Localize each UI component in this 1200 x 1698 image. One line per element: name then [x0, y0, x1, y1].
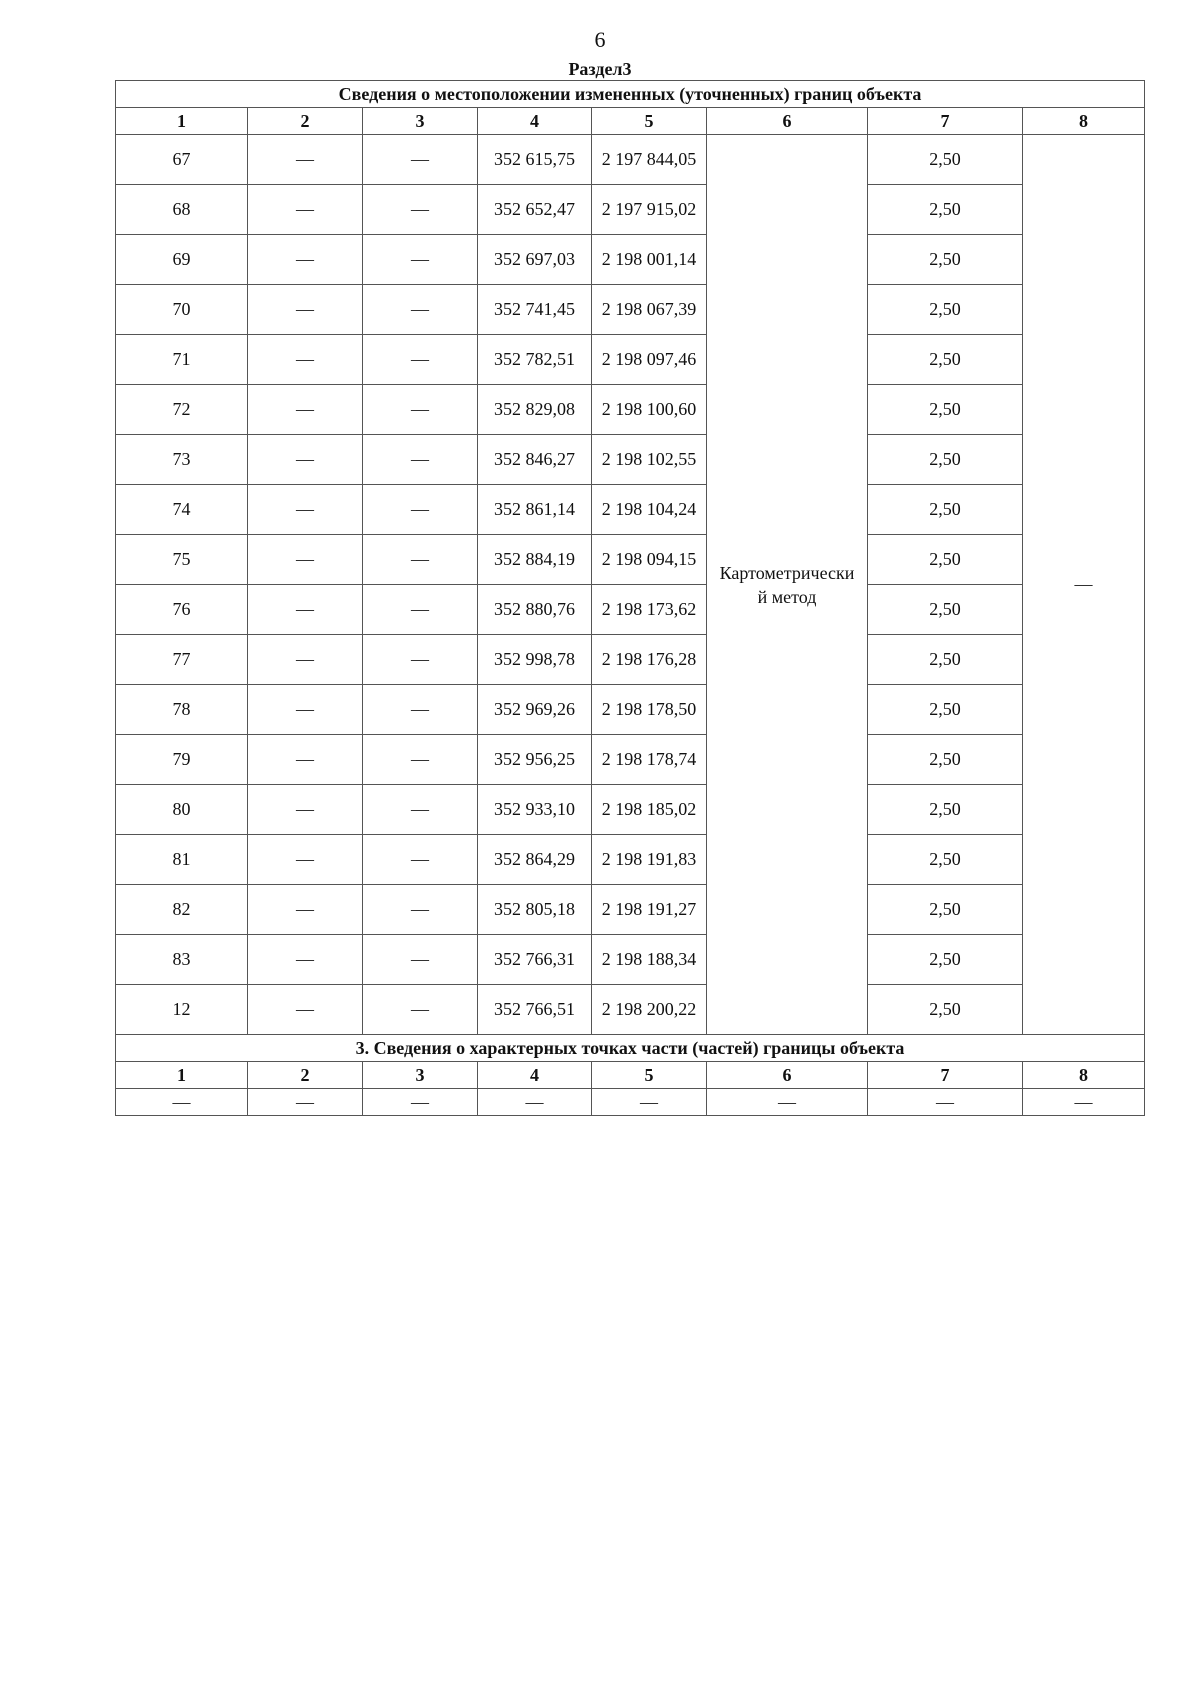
- table2-cell: —: [592, 1089, 707, 1116]
- coord-x-cell: 352 697,03: [478, 235, 592, 285]
- coord-y-cell: 2 198 097,46: [592, 335, 707, 385]
- col2-cell: —: [248, 235, 363, 285]
- col3-cell: —: [363, 435, 478, 485]
- col2-cell: —: [248, 535, 363, 585]
- table1-column-header: 8: [1023, 108, 1145, 135]
- accuracy-cell: 2,50: [868, 435, 1023, 485]
- col3-cell: —: [363, 335, 478, 385]
- accuracy-cell: 2,50: [868, 135, 1023, 185]
- coord-y-cell: 2 198 178,50: [592, 685, 707, 735]
- table2-column-header: 1: [116, 1062, 248, 1089]
- col3-cell: —: [363, 585, 478, 635]
- coord-x-cell: 352 615,75: [478, 135, 592, 185]
- table-row: [116, 135, 1145, 185]
- coord-x-cell: 352 782,51: [478, 335, 592, 385]
- col2-cell: —: [248, 735, 363, 785]
- table2-column-header: 3: [363, 1062, 478, 1089]
- coord-x-cell: 352 741,45: [478, 285, 592, 335]
- table1-column-header: 5: [592, 108, 707, 135]
- accuracy-cell: 2,50: [868, 985, 1023, 1035]
- coord-x-cell: 352 864,29: [478, 835, 592, 885]
- table2-cell: —: [363, 1089, 478, 1116]
- coord-y-cell: 2 198 100,60: [592, 385, 707, 435]
- accuracy-cell: 2,50: [868, 785, 1023, 835]
- coord-x-cell: 352 880,76: [478, 585, 592, 635]
- coord-y-cell: 2 198 191,83: [592, 835, 707, 885]
- table-row: [116, 635, 1145, 685]
- table1-header-row: [116, 108, 1145, 135]
- col3-cell: —: [363, 135, 478, 185]
- table-row: [116, 585, 1145, 635]
- col8-cell: —: [1023, 135, 1145, 1035]
- accuracy-cell: 2,50: [868, 835, 1023, 885]
- table1-column-header: 3: [363, 108, 478, 135]
- coord-x-cell: 352 652,47: [478, 185, 592, 235]
- accuracy-cell: 2,50: [868, 585, 1023, 635]
- coord-y-cell: 2 198 178,74: [592, 735, 707, 785]
- table1-column-header: 2: [248, 108, 363, 135]
- table2-cell: —: [248, 1089, 363, 1116]
- coord-y-cell: 2 198 001,14: [592, 235, 707, 285]
- col3-cell: —: [363, 635, 478, 685]
- col2-cell: —: [248, 285, 363, 335]
- table1-column-header: 4: [478, 108, 592, 135]
- coord-y-cell: 2 197 915,02: [592, 185, 707, 235]
- col2-cell: —: [248, 835, 363, 885]
- coord-y-cell: 2 198 094,15: [592, 535, 707, 585]
- point-number-cell: 67: [116, 135, 248, 185]
- point-number-cell: 79: [116, 735, 248, 785]
- table2-column-header: 6: [707, 1062, 868, 1089]
- table-row: [116, 435, 1145, 485]
- coord-x-cell: 352 805,18: [478, 885, 592, 935]
- col2-cell: —: [248, 635, 363, 685]
- col3-cell: —: [363, 185, 478, 235]
- coord-y-cell: 2 198 104,24: [592, 485, 707, 535]
- accuracy-cell: 2,50: [868, 935, 1023, 985]
- coord-y-cell: 2 197 844,05: [592, 135, 707, 185]
- table2-cell: —: [1023, 1089, 1145, 1116]
- accuracy-cell: 2,50: [868, 235, 1023, 285]
- accuracy-cell: 2,50: [868, 635, 1023, 685]
- col3-cell: —: [363, 985, 478, 1035]
- coordinates-table: [115, 80, 1145, 1116]
- coord-x-cell: 352 969,26: [478, 685, 592, 735]
- col2-cell: —: [248, 485, 363, 535]
- point-number-cell: 75: [116, 535, 248, 585]
- coord-y-cell: 2 198 102,55: [592, 435, 707, 485]
- coord-x-cell: 352 766,51: [478, 985, 592, 1035]
- table-row: [116, 335, 1145, 385]
- accuracy-cell: 2,50: [868, 285, 1023, 335]
- table1-column-header: 6: [707, 108, 868, 135]
- table2-column-header: 5: [592, 1062, 707, 1089]
- point-number-cell: 81: [116, 835, 248, 885]
- col3-cell: —: [363, 285, 478, 335]
- accuracy-cell: 2,50: [868, 735, 1023, 785]
- col2-cell: —: [248, 135, 363, 185]
- col2-cell: —: [248, 185, 363, 235]
- coord-x-cell: 352 829,08: [478, 385, 592, 435]
- coord-x-cell: 352 998,78: [478, 635, 592, 685]
- coord-x-cell: 352 846,27: [478, 435, 592, 485]
- point-number-cell: 69: [116, 235, 248, 285]
- coord-y-cell: 2 198 200,22: [592, 985, 707, 1035]
- method-cell: [707, 135, 868, 1035]
- coord-y-cell: 2 198 173,62: [592, 585, 707, 635]
- table2-column-header: 4: [478, 1062, 592, 1089]
- section-label: Раздел3: [568, 59, 632, 79]
- table2-cell: —: [478, 1089, 592, 1116]
- coord-x-cell: 352 933,10: [478, 785, 592, 835]
- table2-header-row: [116, 1062, 1145, 1089]
- col3-cell: —: [363, 485, 478, 535]
- table-row: [116, 885, 1145, 935]
- point-number-cell: 72: [116, 385, 248, 435]
- col2-cell: —: [248, 935, 363, 985]
- col3-cell: —: [363, 735, 478, 785]
- table1-column-header: 7: [868, 108, 1023, 135]
- method-line-2: й метод: [757, 586, 817, 607]
- table2-column-header: 2: [248, 1062, 363, 1089]
- col2-cell: —: [248, 435, 363, 485]
- coord-x-cell: 352 956,25: [478, 735, 592, 785]
- col2-cell: —: [248, 335, 363, 385]
- point-number-cell: 68: [116, 185, 248, 235]
- point-number-cell: 78: [116, 685, 248, 735]
- accuracy-cell: 2,50: [868, 385, 1023, 435]
- coord-x-cell: 352 884,19: [478, 535, 592, 585]
- coord-y-cell: 2 198 067,39: [592, 285, 707, 335]
- table2-column-header: 7: [868, 1062, 1023, 1089]
- col2-cell: —: [248, 785, 363, 835]
- accuracy-cell: 2,50: [868, 535, 1023, 585]
- coord-y-cell: 2 198 188,34: [592, 935, 707, 985]
- table-row: [116, 185, 1145, 235]
- table1-caption: Сведения о местоположении измененных (уточненных) границ объекта: [116, 81, 1145, 108]
- col3-cell: —: [363, 385, 478, 435]
- point-number-cell: 83: [116, 935, 248, 985]
- col3-cell: —: [363, 685, 478, 735]
- col2-cell: —: [248, 685, 363, 735]
- col2-cell: —: [248, 585, 363, 635]
- table-row: [116, 985, 1145, 1035]
- table-row: [116, 935, 1145, 985]
- col3-cell: —: [363, 785, 478, 835]
- coord-y-cell: 2 198 191,27: [592, 885, 707, 935]
- table-row: [116, 685, 1145, 735]
- point-number-cell: 12: [116, 985, 248, 1035]
- table1-column-header: 1: [116, 108, 248, 135]
- table-row: [116, 835, 1145, 885]
- coord-y-cell: 2 198 185,02: [592, 785, 707, 835]
- table-row: [116, 735, 1145, 785]
- point-number-cell: 73: [116, 435, 248, 485]
- table2-cell: —: [707, 1089, 868, 1116]
- accuracy-cell: 2,50: [868, 485, 1023, 535]
- table-row: [116, 1089, 1145, 1116]
- table2-cell: —: [868, 1089, 1023, 1116]
- coord-x-cell: 352 861,14: [478, 485, 592, 535]
- point-number-cell: 82: [116, 885, 248, 935]
- table-row: [116, 535, 1145, 585]
- col3-cell: —: [363, 835, 478, 885]
- point-number-cell: 71: [116, 335, 248, 385]
- col3-cell: —: [363, 935, 478, 985]
- coord-x-cell: 352 766,31: [478, 935, 592, 985]
- point-number-cell: 76: [116, 585, 248, 635]
- accuracy-cell: 2,50: [868, 335, 1023, 385]
- col2-cell: —: [248, 385, 363, 435]
- point-number-cell: 70: [116, 285, 248, 335]
- col2-cell: —: [248, 885, 363, 935]
- col3-cell: —: [363, 235, 478, 285]
- page-number: 6: [594, 27, 606, 52]
- accuracy-cell: 2,50: [868, 685, 1023, 735]
- table-row: [116, 785, 1145, 835]
- accuracy-cell: 2,50: [868, 885, 1023, 935]
- col2-cell: —: [248, 985, 363, 1035]
- point-number-cell: 74: [116, 485, 248, 535]
- point-number-cell: 77: [116, 635, 248, 685]
- table2-cell: —: [116, 1089, 248, 1116]
- col3-cell: —: [363, 885, 478, 935]
- table-row: [116, 385, 1145, 435]
- table-row: [116, 235, 1145, 285]
- accuracy-cell: 2,50: [868, 185, 1023, 235]
- point-number-cell: 80: [116, 785, 248, 835]
- table2-column-header: 8: [1023, 1062, 1145, 1089]
- table-row: [116, 285, 1145, 335]
- table2-caption: 3. Сведения о характерных точках части (частей) границы объекта: [116, 1035, 1145, 1062]
- coord-y-cell: 2 198 176,28: [592, 635, 707, 685]
- method-line-1: Картометрически: [719, 562, 855, 583]
- col3-cell: —: [363, 535, 478, 585]
- table-row: [116, 485, 1145, 535]
